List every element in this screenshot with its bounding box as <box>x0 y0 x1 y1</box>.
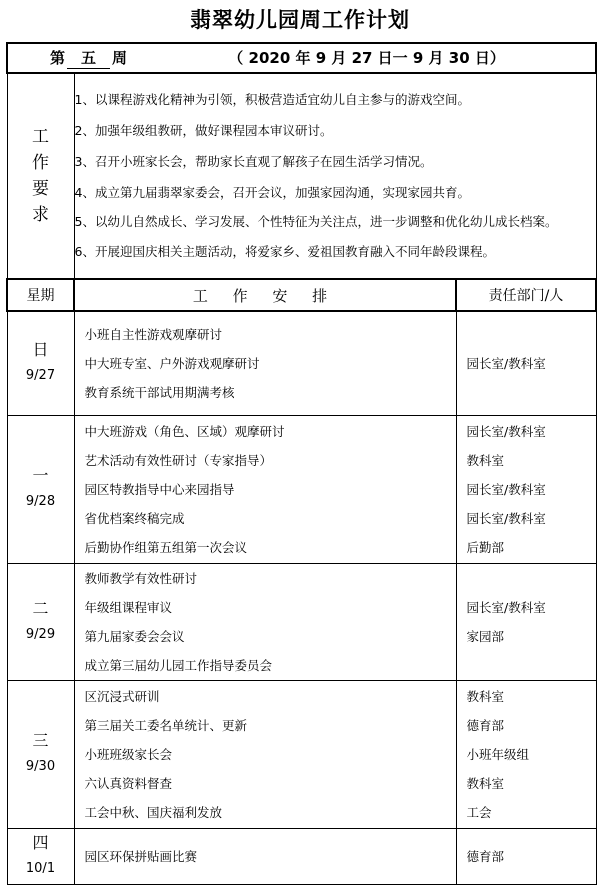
dept-item: 园长室/教科室 <box>466 355 546 371</box>
task-list <box>74 563 456 680</box>
task-item: 成立第三届幼儿园工作指导委员会 <box>84 657 273 673</box>
dept-list <box>456 563 596 680</box>
week-prefix: 第 <box>50 49 66 67</box>
requirements-list <box>74 73 596 279</box>
dept-list <box>456 415 596 563</box>
header-dept: 责任部门/人 <box>456 279 596 311</box>
task-list <box>74 680 456 828</box>
day-date: 9/30 <box>25 759 56 774</box>
task-item: 中大班游戏（角色、区域）观摩研讨 <box>84 423 285 439</box>
dept-item <box>467 320 596 349</box>
task-item: 第九届家委会会议 <box>84 628 185 644</box>
dept-list <box>456 828 596 884</box>
task-item: 小班自主性游戏观摩研讨 <box>84 326 223 342</box>
day-name: 二 <box>32 598 49 618</box>
task-item: 省优档案终稿完成 <box>84 510 185 526</box>
week-date-range: （ 2020 年 9 月 27 日一 9 月 30 日） <box>228 49 505 67</box>
requirements-row <box>7 73 596 279</box>
header-day: 星期 <box>7 279 74 311</box>
dept-list <box>456 680 596 828</box>
day-row-wednesday <box>7 680 596 828</box>
day-row-thursday <box>7 828 596 884</box>
task-item: 工会中秋、国庆福利发放 <box>84 804 223 820</box>
task-item: 年级组课程审议 <box>84 599 173 615</box>
dept-item: 小班年级组 <box>466 746 530 762</box>
day-name: 四 <box>32 833 49 852</box>
day-date: 9/27 <box>25 368 56 384</box>
dept-item: 家园部 <box>466 628 505 644</box>
dept-item: 园长室/教科室 <box>466 423 546 439</box>
dept-item: 德育部 <box>466 717 505 733</box>
dept-item: 教科室 <box>466 688 505 704</box>
task-list <box>74 311 456 415</box>
table-header-row <box>7 279 596 311</box>
day-cell <box>7 563 74 680</box>
dept-item: 园长室/教科室 <box>466 481 546 497</box>
task-item: 教师教学有效性研讨 <box>84 570 198 586</box>
day-name: 一 <box>32 466 49 485</box>
day-row-tuesday <box>7 563 596 680</box>
requirement-item: 2、加强年级组教研，做好课程园本审议研讨。 <box>74 122 333 138</box>
requirements-label: 工 作 要 求 <box>7 73 74 279</box>
task-list <box>74 415 456 563</box>
requirement-item: 3、召开小班家长会，帮助家长直观了解孩子在园生活学习情况。 <box>74 153 433 169</box>
day-cell <box>7 680 74 828</box>
dept-item: 园长室/教科室 <box>466 599 546 615</box>
day-row-sunday <box>7 311 596 415</box>
task-item: 后勤协作组第五组第一次会议 <box>84 539 248 555</box>
day-date: 10/1 <box>25 861 56 876</box>
header-work: 工 作 安 排 <box>74 279 456 311</box>
requirement-item: 6、开展迎国庆相关主题活动，将爱家乡、爱祖国教育融入不同年龄段课程。 <box>74 243 495 259</box>
day-row-monday <box>7 415 596 563</box>
task-item: 第三届关工委名单统计、更新 <box>84 717 248 733</box>
dept-item <box>467 564 596 593</box>
requirement-item: 1、以课程游戏化精神为引领，积极营造适宜幼儿自主参与的游戏空间。 <box>74 91 470 107</box>
task-item: 六认真资料督查 <box>84 775 173 791</box>
dept-item: 德育部 <box>466 848 505 864</box>
day-cell <box>7 311 74 415</box>
week-row <box>7 43 596 73</box>
weekly-plan-table <box>6 42 597 885</box>
page-title: 翡翠幼儿园周工作计划 <box>190 8 410 32</box>
task-item: 小班班级家长会 <box>84 746 173 762</box>
dept-item: 教科室 <box>466 452 505 468</box>
day-cell <box>7 828 74 884</box>
task-item: 艺术活动有效性研讨（专家指导） <box>84 452 273 468</box>
dept-item <box>467 378 596 407</box>
week-suffix: 周 <box>112 49 128 67</box>
task-item: 教育系统干部试用期满考核 <box>84 384 235 400</box>
day-date: 9/28 <box>25 494 56 509</box>
task-list <box>74 828 456 884</box>
requirement-item: 5、以幼儿自然成长、学习发展、个性特征为关注点，进一步调整和优化幼儿成长档案。 <box>74 213 558 229</box>
week-cell <box>7 43 596 73</box>
requirement-item: 4、成立第九届翡翠家委会，召开会议，加强家园沟通，实现家园共育。 <box>74 184 470 200</box>
dept-item <box>467 651 596 680</box>
day-name: 三 <box>32 731 49 750</box>
task-item: 园区特教指导中心来园指导 <box>84 481 235 497</box>
dept-item: 后勤部 <box>466 539 505 555</box>
task-item: 中大班专室、户外游戏观摩研讨 <box>84 355 260 371</box>
day-name: 日 <box>32 340 49 360</box>
dept-list <box>456 311 596 415</box>
task-item: 区沉浸式研训 <box>84 688 160 704</box>
day-date: 9/29 <box>25 626 56 642</box>
dept-item: 教科室 <box>466 775 505 791</box>
dept-item: 工会 <box>466 804 492 820</box>
day-cell <box>7 415 74 563</box>
week-number: 五 <box>67 47 110 69</box>
task-item: 园区环保拼贴画比赛 <box>84 848 198 864</box>
dept-item: 园长室/教科室 <box>466 510 546 526</box>
